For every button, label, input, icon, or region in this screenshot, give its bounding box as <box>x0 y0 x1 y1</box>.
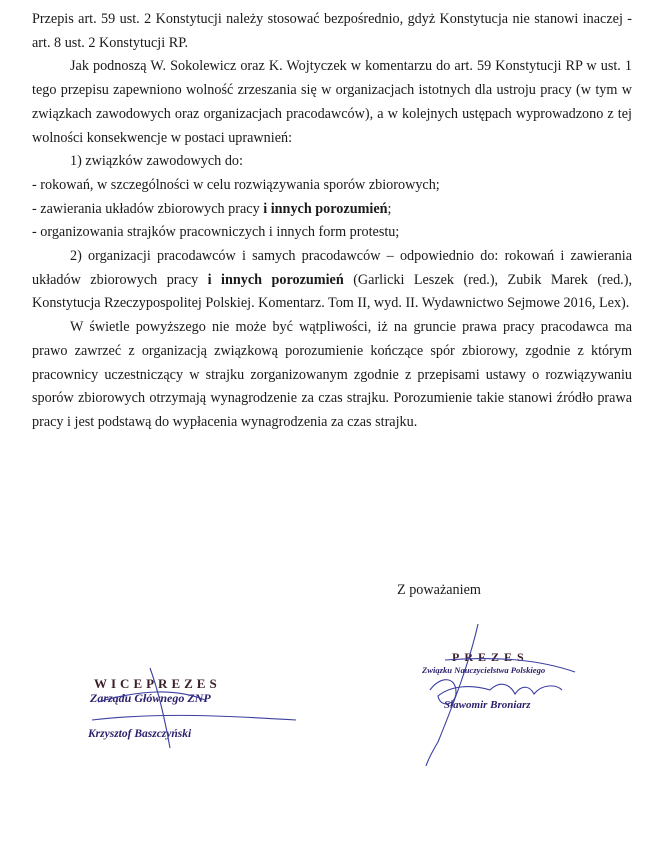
list-item-negotiations: - rokowań, w szczególności w celu rozwiązywania sporów zbiorowych; <box>32 176 440 193</box>
letter-body <box>32 8 632 435</box>
stamp-vice-president <box>84 676 254 740</box>
stamp-left-department: Zarządu Głównego ZNP <box>90 691 211 705</box>
paragraph-3-start: 2) organizacji pracodawców i samych pracodawców – odpowiednio do: rokowań i zawierania układów zbiorowych pracy <box>32 248 632 288</box>
stamp-right-name: Sławomir Broniarz <box>444 699 531 711</box>
paragraph-4: W świetle powyższego nie może być wątpliwości, iż na gruncie prawa pracy pracodawca ma prawo zawrzeć z organizacją związkową porozumienie kończące spór zbiorowy, zgodnie z którym pracownicy uczestniczący w strajku zorganizowanym zgodnie z przepisami ustawy o rozwiązywaniu sporów zbiorowych otrzymają wynagrodzenie za czas strajku. Porozumienie takie stanowi źródło prawa pracy i jest podstawą do wypłacenia wynagrodzenia za czas strajku. <box>32 319 632 430</box>
list-item-agreements-text: - zawierania układów zbiorowych pracy <box>32 200 264 217</box>
list-item-agreements-end: ; <box>387 200 392 217</box>
list-heading-trade-unions: 1) związków zawodowych do: <box>70 153 243 170</box>
paragraph-3-end: (Garlicki Leszek (red.), Zubik Marek (red.), Konstytucja Rzeczypospolitej Polskiej. Komentarz. Tom II, wyd. II. Wydawnictwo Sejmowe 2016, Lex). <box>32 271 632 312</box>
stamp-left-name: Krzysztof Baszczyński <box>88 728 192 740</box>
stamp-left-title: WICEPREZES <box>94 676 221 691</box>
closing-salutation: Z poważaniem <box>397 582 481 598</box>
stamp-right-title: PREZES <box>452 650 529 664</box>
bold-other-agreements-2: i innych porozumień <box>207 271 344 288</box>
list-item-strikes: - organizowania strajków pracowniczych i innych form protestu; <box>32 224 400 241</box>
paragraph-1: Przepis art. 59 ust. 2 Konstytucji należy stosować bezpośrednio, gdyż Konstytucja nie stanowi inaczej - art. 8 ust. 2 Konstytucji RP. <box>32 11 632 51</box>
stamp-right-department: Związku Nauczycielstwa Polskiego <box>422 665 546 675</box>
stamp-president <box>420 650 620 711</box>
paragraph-3 <box>32 245 632 316</box>
bold-other-agreements: i innych porozumień <box>263 200 388 217</box>
list-item-agreements <box>32 198 632 222</box>
paragraph-2: Jak podnoszą W. Sokolewicz oraz K. Wojtyczek w komentarzu do art. 59 Konstytucji RP w ust. 1 tego przepisu zapewniono wolność zrzeszania się w organizacjach istotnych dla ustroju pracy (w tym w związkach zawodowych oraz organizacjach pracodawców), a w kolejnych ustępach wyprowadzono z tej wolności konsekwencje w postaci uprawnień: <box>32 58 632 146</box>
